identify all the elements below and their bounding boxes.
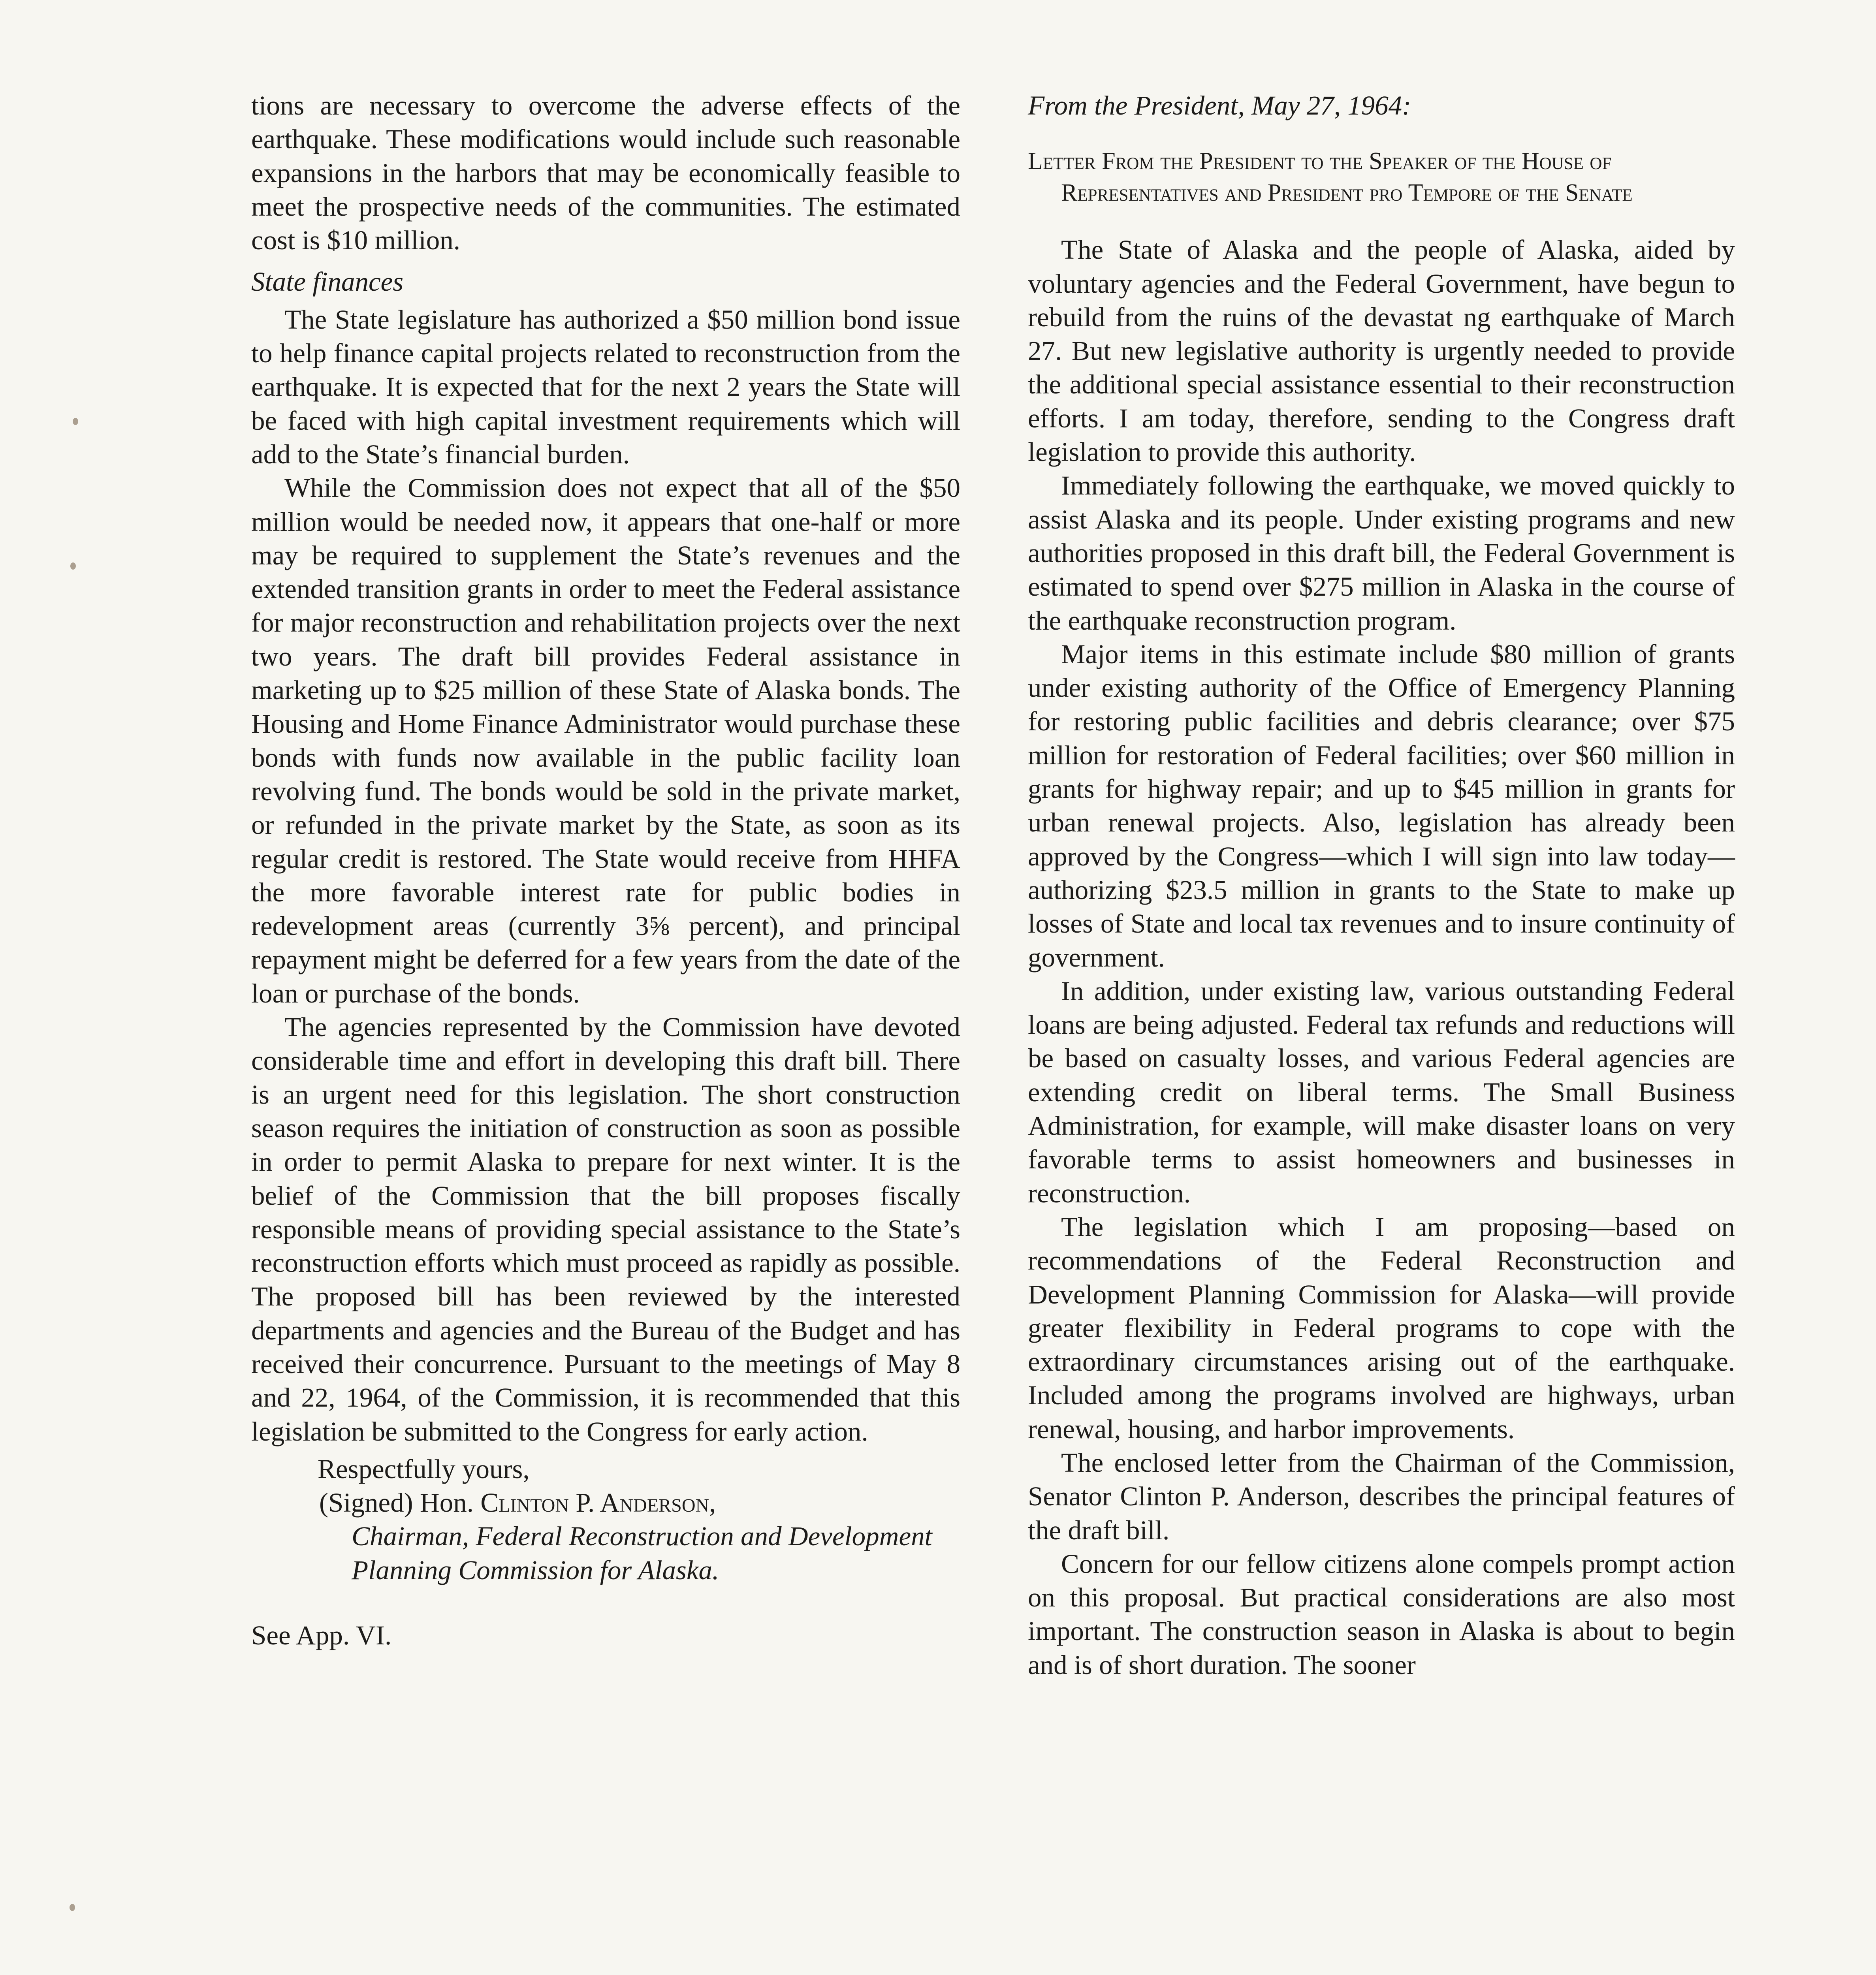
scan-speck [73,418,78,425]
appendix-reference: See App. VI. [251,1620,392,1651]
paragraph: The State legislature has authorized a $50 million bond issue to help finance capital projects related to reconstruction from the earthquake. It is expected that for the next 2 years the State will be faced with high capital investment requirements which will add to the State’s financial burden. [251,304,960,469]
paragraph: The legislation which I am proposing—based on recommendations of the Federal Reconstruction and Development Planning Commission for Alaska—will provide greater flexibility in Federal programs to cope with the extraordinary circumstances arising out of the earthquake. Included among the programs involved are highways, urban renewal, housing, and harbor improvements. [1028,1211,1735,1444]
scan-speck [70,1904,75,1911]
signer-name: Clinton P. Anderson, [480,1488,716,1518]
right-column [1028,89,1735,1682]
paragraph: The enclosed letter from the Chairman of the Commission, Senator Clinton P. Anderson, describes the principal features of the draft bill. [1028,1447,1735,1545]
paragraph: In addition, under existing law, various outstanding Federal loans are being adjusted. Federal tax refunds and reductions will be based on casualty losses, and various Federal agencies are extending credit on liberal terms. The Small Business Administration, for example, will make disaster loans on very favorable terms to assist homeowners and businesses in reconstruction. [1028,976,1735,1208]
signature-line [251,1486,960,1520]
paragraph: While the Commission does not expect that all of the $50 million would be needed now, it appears that one-half or more may be required to supplement the State’s revenues and the extended transition grants in order to meet the Federal assistance for major reconstruction and rehabilitation projects over the next two years. The draft bill provides Federal assistance in marketing up to $25 million of these State of Alaska bonds. The Housing and Home Finance Administrator would purchase these bonds with funds now available in the public facility loan revolving fund. The bonds would be sold in the private market, or refunded in the private market by the State, as soon as its regular credit is restored. The State would receive from HHFA the more favorable interest rate for public bodies in redevelopment areas (currently 3⅝ percent), and principal repayment might be deferred for a few years from the date of the loan or purchase of the bonds. [251,473,960,1008]
section-heading: State finances [251,267,404,297]
letter-heading: Letter From the President to the Speaker of the House of Representatives and President pro Tempore of the Senate [1028,148,1633,207]
left-column [251,89,960,1652]
scan-speck [70,562,76,570]
paragraph: Concern for our fellow citizens alone compels prompt action on this proposal. But practical considerations are also most important. The construction season in Alaska is about to begin and is of short duration. The sooner [1028,1548,1735,1680]
paragraph: tions are necessary to overcome the adverse effects of the earthquake. These modifications would include such reasonable expansions in the harbors that may be economically feasible to meet the prospective needs of the communities. The estimated cost is $10 million. [251,90,960,256]
paragraph: The State of Alaska and the people of Alaska, aided by voluntary agencies and the Federal Government, have begun to rebuild from the ruins of the devastat ng earthquake of March 27. But new legislative authority is urgently needed to provide the additional special assistance essential to their reconstruction efforts. I am today, therefore, sending to the Congress draft legislation to provide this authority. [1028,235,1735,467]
signed-prefix: (Signed) Hon. [319,1488,474,1518]
closing: Respectfully yours, [318,1454,530,1484]
paragraph: The agencies represented by the Commission have devoted considerable time and effort in developing this draft bill. There is an urgent need for this legislation. The short construction season requires the initiation of construction as soon as possible in order to permit Alaska to prepare for next winter. It is the belief of the Commission that the bill proposes fiscally responsible means of providing special assistance to the State’s reconstruction efforts which must proceed as rapidly as possible. The proposed bill has been reviewed by the interested departments and agencies and the Bureau of the Budget and has received their concurrence. Pursuant to the meetings of May 8 and 22, 1964, of the Commission, it is recommended that this legislation be submitted to the Congress for early action. [251,1012,960,1446]
from-line: From the President, May 27, 1964: [1028,90,1411,120]
paragraph: Major items in this estimate include $80 million of grants under existing authority of the Office of Emergency Planning for restoring public facilities and debris clearance; over $75 million for restoration of Federal facilities; over $60 million in grants for highway repair; and up to $45 million in grants for urban renewal projects. Also, legislation has already been approved by the Congress—which I will sign into law today—authorizing $23.5 million in grants to the State to make up losses of State and local tax revenues and to insure continuity of government. [1028,639,1735,972]
paragraph: Immediately following the earthquake, we moved quickly to assist Alaska and its people. Under existing programs and new authorities proposed in this draft bill, the Federal Government is estimated to spend over $275 million in Alaska in the course of the earthquake reconstruction program. [1028,470,1735,636]
signer-title: Chairman, Federal Reconstruction and Development Planning Commission for Alaska. [352,1521,932,1585]
